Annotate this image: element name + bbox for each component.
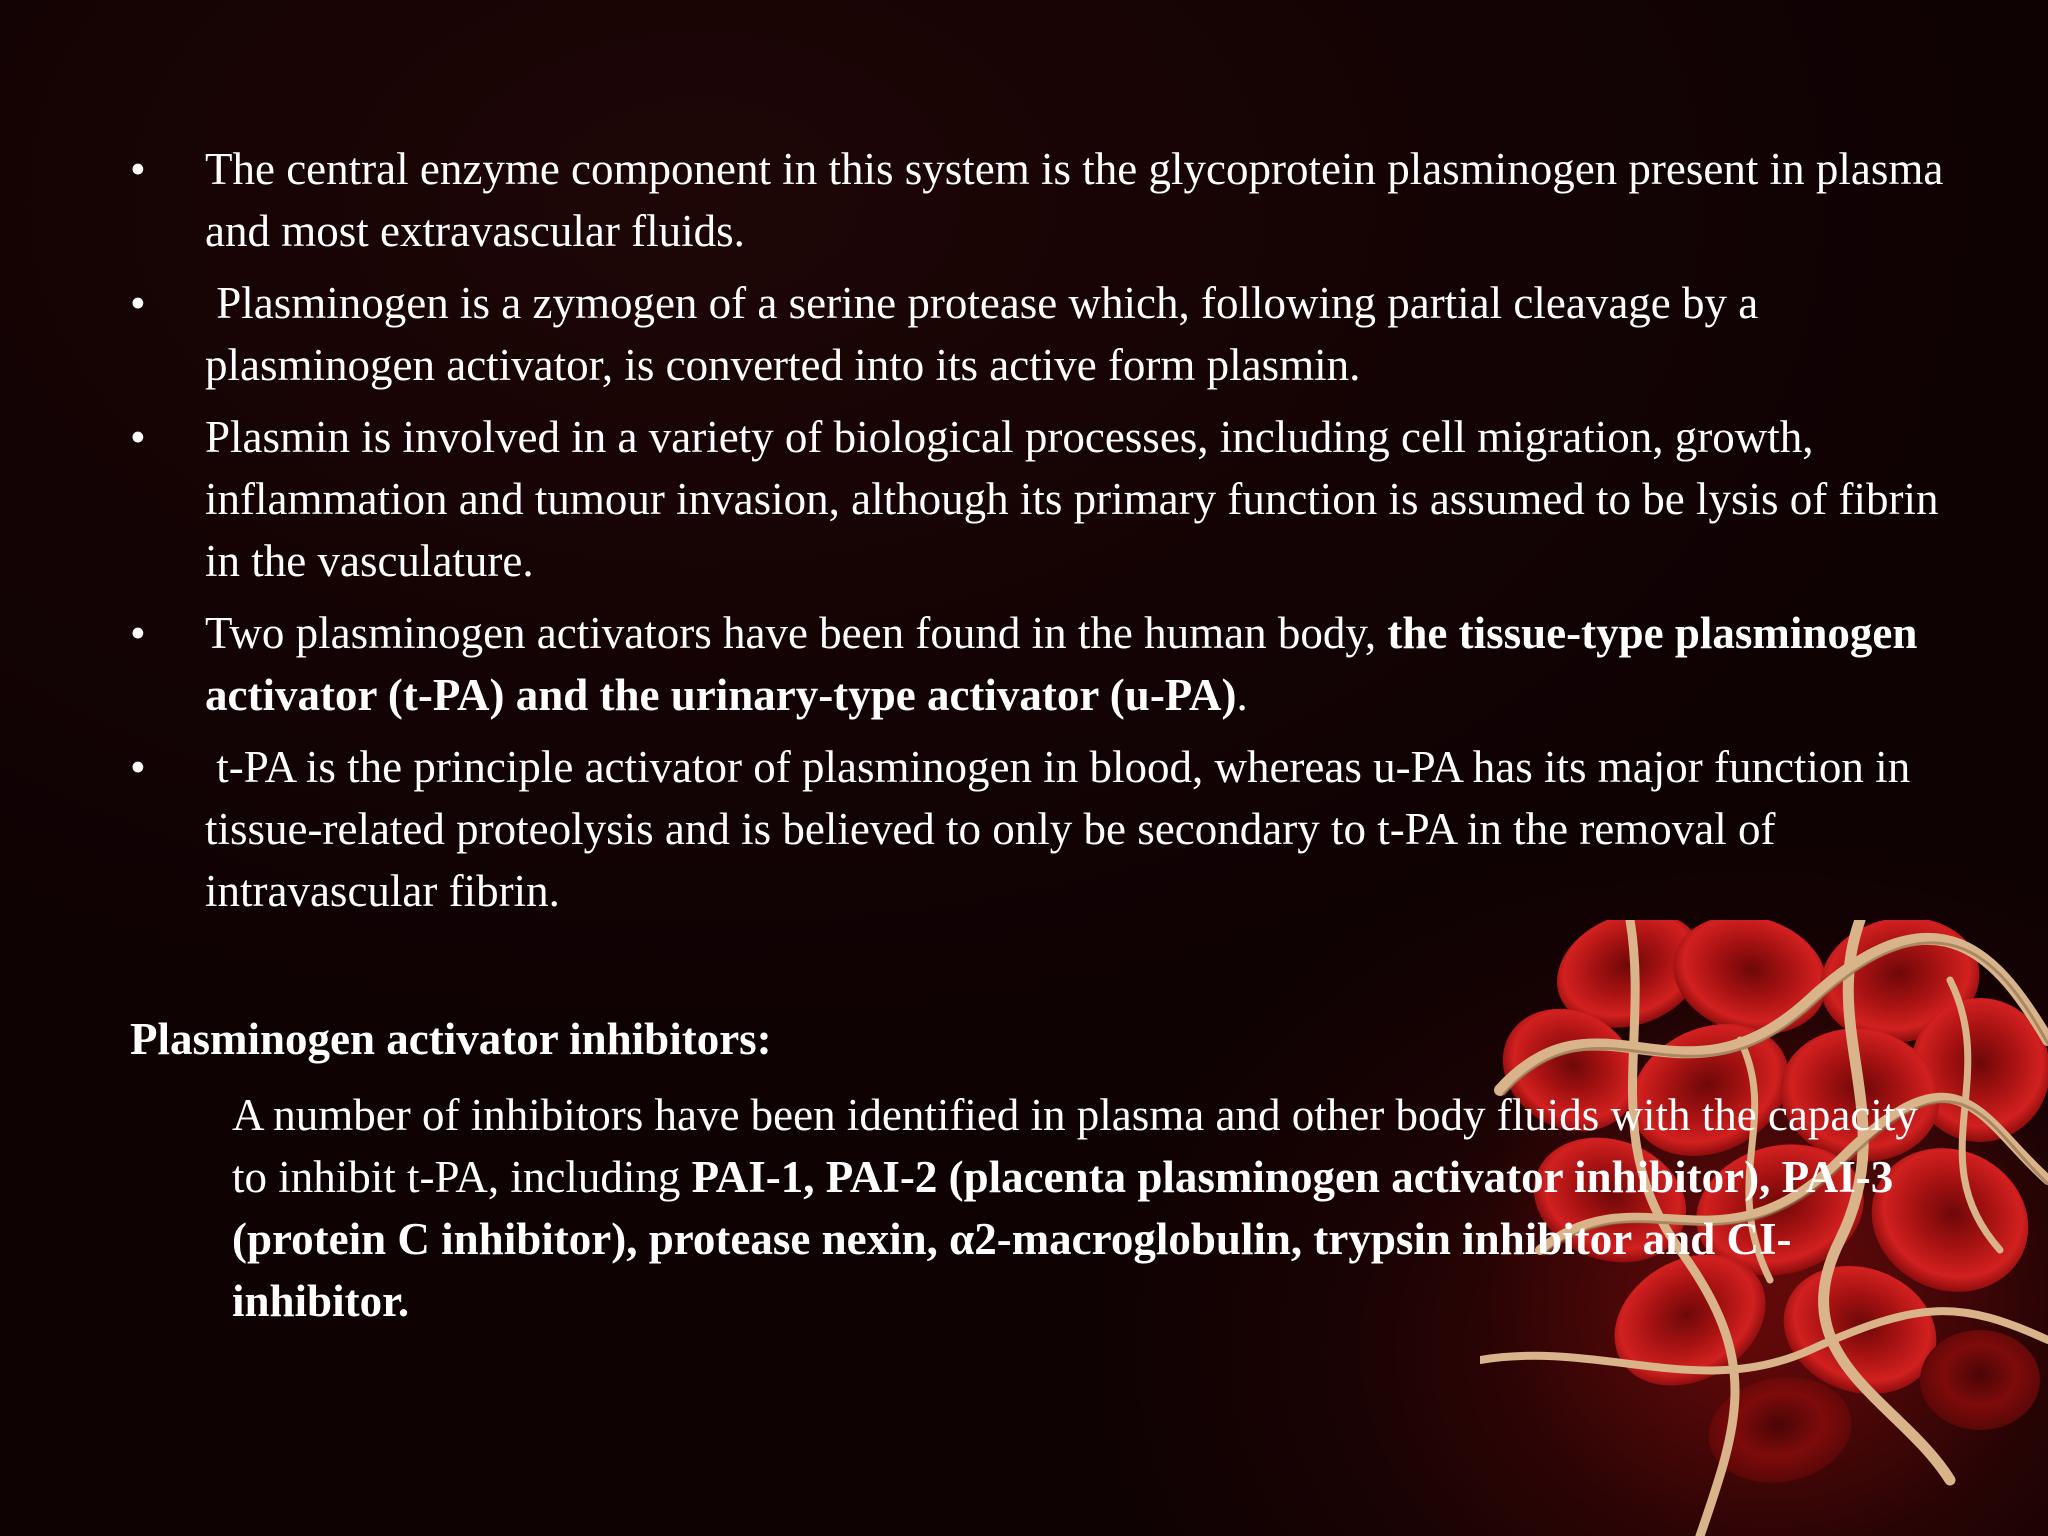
bullet-text: .: [1236, 670, 1248, 720]
bullet-symbol: •: [130, 412, 146, 462]
bullet-text: The central enzyme component in this system is the glycoprotein plasminogen present in plasma and most extravascular fluids.: [205, 144, 1944, 256]
bullet-text: Two plasminogen activators have been found in the human body,: [205, 608, 1388, 658]
bullet-text: Plasminogen is a zymogen of a serine protease which, following partial cleavage by a plasminogen activator, is converted into its active form plasmin.: [205, 278, 1770, 390]
bullet-symbol: •: [130, 278, 146, 328]
bullet-text: t-PA is the principle activator of plasminogen in blood, whereas u-PA has its major function in tissue-related proteolysis and is believed to only be secondary to t-PA in the removal of intravascular fibrin.: [205, 742, 1922, 916]
bullet-item: [130, 736, 1960, 922]
bullet-symbol: •: [130, 742, 146, 792]
bullet-symbol: •: [130, 608, 146, 658]
bullet-item: [130, 138, 1960, 262]
inhibitors-paragraph: [232, 1084, 1952, 1332]
bullet-text: Plasmin is involved in a variety of biological processes, including cell migration, growth, inflammation and tumour invasion, although its primary function is assumed to be lysis of fibrin in the vasculature.: [205, 412, 1939, 586]
bullet-item: [130, 272, 1960, 396]
section-heading: Plasminogen activator inhibitors:: [130, 1014, 772, 1064]
bullet-text-bold: the tissue-type plasminogen activator (t-PA) and the urinary-type activator (u-PA): [205, 608, 1918, 720]
bullet-item: [130, 602, 1960, 726]
bullet-list: [130, 138, 1960, 932]
bullet-symbol: •: [130, 144, 146, 194]
paragraph-text: A number of inhibitors have been identified in plasma and other body fluids with the capacity to inhibit t-PA, including: [232, 1090, 1918, 1202]
bullet-item: [130, 406, 1960, 592]
paragraph-text-bold: PAI-1, PAI-2 (placenta plasminogen activator inhibitor), PAI-3 (protein C inhibitor), protease nexin, α2-macroglobulin, trypsin inhibitor and CI-inhibitor.: [232, 1152, 1894, 1326]
